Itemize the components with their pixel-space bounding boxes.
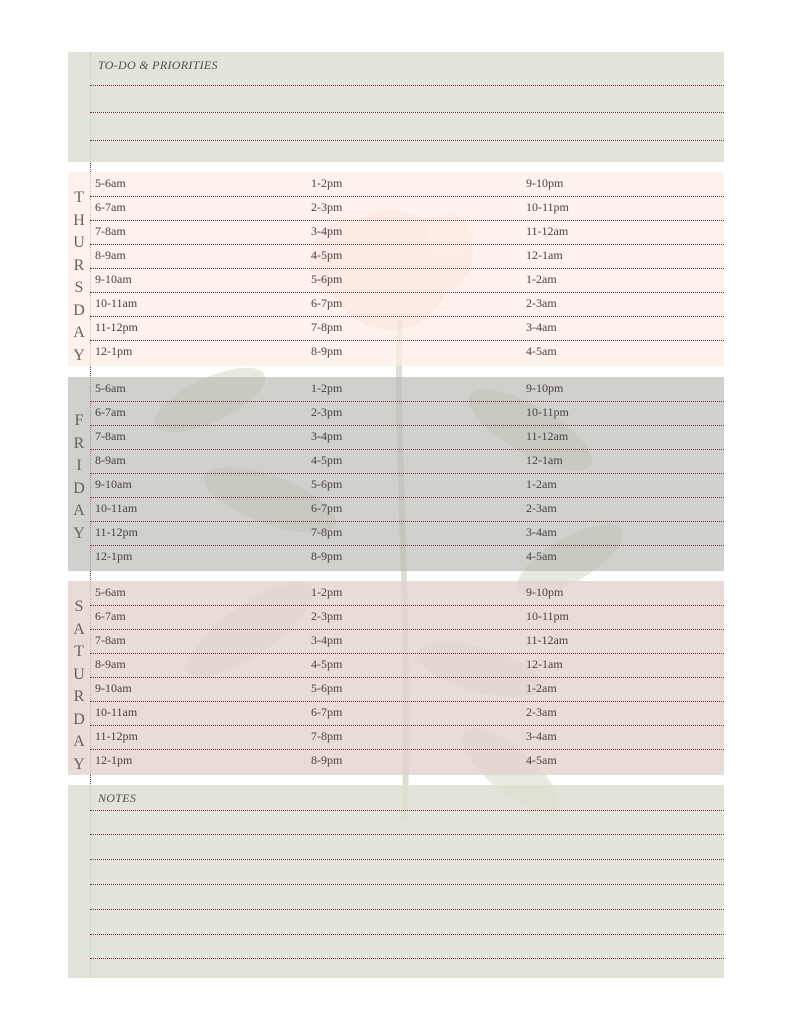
time-slot-afternoon: 6-7pm [311,296,343,310]
time-slot-morning: 9-10am [95,681,132,695]
day-letter: A [73,502,85,519]
time-slot-row[interactable] [90,172,724,197]
time-slot-night: 2-3am [526,705,557,719]
time-slot-afternoon: 5-6pm [311,681,343,695]
time-slot-row[interactable] [90,377,724,402]
day-letter: U [73,234,85,251]
time-slot-morning: 10-11am [95,501,138,515]
notes-line[interactable] [90,909,724,910]
time-slot-night: 10-11pm [526,405,569,419]
todo-section [68,52,724,162]
time-slot-night: 3-4am [526,525,557,539]
time-slot-morning: 7-8am [95,633,126,647]
time-slot-morning: 5-6am [95,176,126,190]
time-slot-row[interactable] [90,605,724,630]
time-slot-row[interactable] [90,196,724,221]
time-slot-afternoon: 5-6pm [311,477,343,491]
day-letter: T [74,643,84,660]
day-label-friday [68,410,90,545]
day-letter: U [73,665,85,683]
day-letter: I [76,457,82,474]
notes-line[interactable] [90,834,724,835]
time-slot-afternoon: 1-2pm [311,176,343,190]
time-slot-morning: 6-7am [95,200,126,214]
time-slot-morning: 7-8am [95,224,126,238]
todo-line[interactable] [90,112,724,113]
time-slot-row[interactable] [90,629,724,654]
notes-line[interactable] [90,934,724,935]
time-slot-night: 10-11pm [526,200,569,214]
day-letter: D [73,479,85,497]
day-letter: D [73,301,85,319]
todo-line[interactable] [90,140,724,141]
time-slot-night: 2-3am [526,296,557,310]
time-slot-row[interactable] [90,581,724,606]
time-slot-night: 9-10pm [526,585,564,599]
time-slot-morning: 9-10am [95,272,132,286]
thursday-section [68,172,724,366]
time-slot-afternoon: 8-9pm [311,753,343,767]
day-letter: R [73,256,85,274]
time-slot-morning: 5-6am [95,585,126,599]
time-slot-night: 12-1am [526,657,563,671]
day-letter: A [73,733,85,750]
time-slot-morning: 8-9am [95,657,126,671]
time-slot-afternoon: 6-7pm [311,705,343,719]
time-slot-morning: 6-7am [95,609,126,623]
time-slot-row[interactable] [90,497,724,522]
time-slot-morning: 11-12pm [95,525,138,539]
notes-line[interactable] [90,958,724,959]
day-letter: A [73,620,85,638]
time-slot-morning: 8-9am [95,248,126,262]
time-slot-row[interactable] [90,701,724,726]
time-slot-row[interactable] [90,473,724,498]
time-slot-morning: 10-11am [95,705,138,719]
time-slot-row[interactable] [90,653,724,678]
time-slot-night: 1-2am [526,272,557,286]
time-slot-night: 12-1am [526,453,563,467]
time-slot-afternoon: 1-2pm [311,585,343,599]
time-slot-night: 1-2am [526,681,557,695]
time-slot-afternoon: 5-6pm [311,272,343,286]
time-slot-row[interactable] [90,425,724,450]
time-slot-afternoon: 1-2pm [311,381,343,395]
day-letter: R [73,688,85,705]
day-letter: A [73,324,85,341]
time-slot-night: 11-12am [526,633,569,647]
time-slot-night: 4-5am [526,344,557,358]
time-slot-morning: 12-1pm [95,549,133,563]
time-slot-morning: 7-8am [95,429,126,443]
time-slot-row[interactable] [90,292,724,317]
time-slot-morning: 12-1pm [95,344,133,358]
time-slot-morning: 11-12pm [95,729,138,743]
time-slot-night: 4-5am [526,753,557,767]
time-slot-morning: 10-11am [95,296,138,310]
time-slot-row[interactable] [90,340,724,364]
time-slot-morning: 12-1pm [95,753,133,767]
time-slot-night: 12-1am [526,248,563,262]
time-slot-night: 10-11pm [526,609,569,623]
time-slot-afternoon: 2-3pm [311,609,343,623]
time-slot-afternoon: 4-5pm [311,657,343,671]
time-slot-afternoon: 2-3pm [311,405,343,419]
time-slot-afternoon: 7-8pm [311,525,343,539]
time-slot-row[interactable] [90,268,724,293]
notes-title: NOTES [98,791,137,805]
time-slot-night: 3-4am [526,320,557,334]
time-slot-night: 1-2am [526,477,557,491]
day-letter: Y [73,524,85,542]
day-label-thursday [68,187,90,367]
time-slot-afternoon: 7-8pm [311,320,343,334]
day-letter: Y [73,755,85,773]
time-slot-row[interactable] [90,220,724,245]
time-slot-afternoon: 3-4pm [311,224,343,238]
time-slot-morning: 5-6am [95,381,126,395]
day-letter: T [74,189,84,206]
time-slot-row[interactable] [90,316,724,341]
saturday-section [68,581,724,775]
time-slot-row[interactable] [90,725,724,750]
day-letter: S [74,279,84,296]
time-slot-night: 11-12am [526,224,569,238]
day-letter: F [74,412,84,429]
time-slot-afternoon: 4-5pm [311,248,343,262]
time-slot-afternoon: 4-5pm [311,453,343,467]
notes-line[interactable] [90,810,724,811]
time-slot-afternoon: 8-9pm [311,549,343,563]
time-slot-night: 9-10pm [526,176,564,190]
day-letter: H [73,211,85,229]
time-slot-row[interactable] [90,545,724,569]
time-slot-row[interactable] [90,244,724,269]
day-label-saturday [68,596,90,776]
time-slot-row[interactable] [90,749,724,773]
friday-section [68,377,724,571]
time-slot-night: 4-5am [526,549,557,563]
time-slot-row[interactable] [90,521,724,546]
time-slot-row[interactable] [90,449,724,474]
notes-line[interactable] [90,884,724,885]
time-slot-morning: 8-9am [95,453,126,467]
notes-section [68,785,724,978]
time-slot-morning: 9-10am [95,477,132,491]
todo-title: TO-DO & PRIORITIES [98,58,218,72]
time-slot-afternoon: 7-8pm [311,729,343,743]
time-slot-afternoon: 2-3pm [311,200,343,214]
time-slot-night: 2-3am [526,501,557,515]
time-slot-night: 11-12am [526,429,569,443]
time-slot-morning: 6-7am [95,405,126,419]
time-slot-afternoon: 8-9pm [311,344,343,358]
time-slot-afternoon: 6-7pm [311,501,343,515]
notes-line[interactable] [90,859,724,860]
time-slot-afternoon: 3-4pm [311,429,343,443]
time-slot-row[interactable] [90,401,724,426]
todo-line[interactable] [90,85,724,86]
day-letter: Y [73,346,85,364]
day-letter: S [74,598,84,615]
day-letter: D [73,710,85,728]
time-slot-night: 9-10pm [526,381,564,395]
time-slot-afternoon: 3-4pm [311,633,343,647]
day-letter: R [73,434,85,452]
time-slot-morning: 11-12pm [95,320,138,334]
time-slot-row[interactable] [90,677,724,702]
time-slot-night: 3-4am [526,729,557,743]
